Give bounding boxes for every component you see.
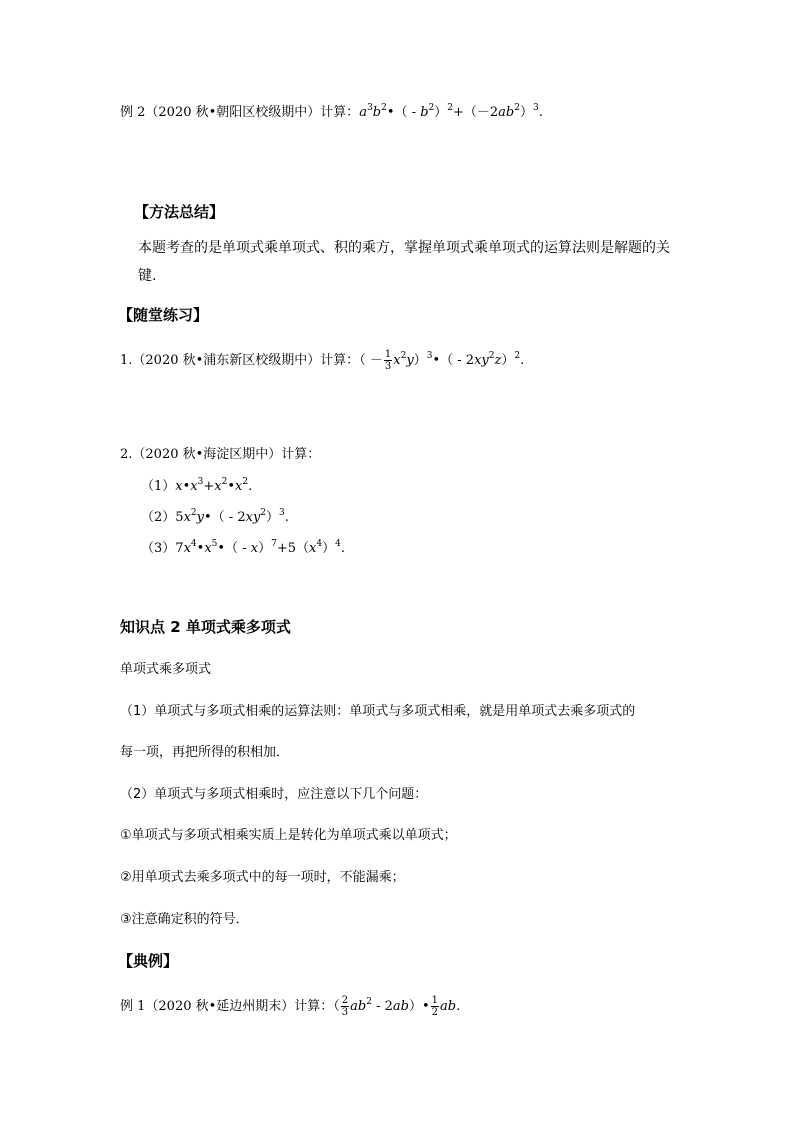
exponent: 5 xyxy=(211,539,218,549)
practice-heading: 【随堂练习】 xyxy=(118,306,209,324)
operator: •（ - 2 xyxy=(432,353,475,368)
operator: •（ - 2 xyxy=(204,510,246,525)
operator: •（ - xyxy=(386,105,421,120)
exponent: 4 xyxy=(316,539,323,549)
var-ab: ab xyxy=(440,999,457,1014)
expr: •x xyxy=(227,479,243,494)
knowledge-point2-heading: 知识点 2 单项式乘多项式 xyxy=(120,618,291,636)
fraction-denominator: 2 xyxy=(431,1007,439,1018)
part-label: （1） xyxy=(141,479,176,494)
operator: • xyxy=(196,541,205,556)
practice-q2-part3 xyxy=(141,540,345,558)
fraction xyxy=(384,349,392,372)
typical-example-ex1 xyxy=(120,995,460,1018)
method-summary-heading: 【方法总结】 xyxy=(134,203,225,221)
paren: ） xyxy=(501,353,515,368)
paren: ） xyxy=(519,105,533,120)
paren: ） xyxy=(322,541,336,556)
practice-q2-part2 xyxy=(141,509,289,527)
exponent: 2 xyxy=(242,477,249,487)
paren: ） xyxy=(266,510,280,525)
example2-prefix: 例 2（2020 秋•朝阳区校级期中）计算： xyxy=(120,105,360,120)
period: . xyxy=(538,105,543,120)
operator: +（－2 xyxy=(453,105,499,120)
knowledge-point2-subtitle: 单项式乘多项式 xyxy=(120,662,212,677)
exponent: 2 xyxy=(428,103,435,113)
var-y: y xyxy=(406,353,414,368)
example2-line xyxy=(120,104,543,122)
period: . xyxy=(248,479,253,494)
fraction-denominator: 3 xyxy=(341,1007,349,1018)
fraction-numerator: 2 xyxy=(341,995,349,1006)
exponent: 2 xyxy=(400,351,407,361)
exponent: 2 xyxy=(381,103,387,113)
exponent: 7 xyxy=(271,539,277,549)
period: . xyxy=(340,541,345,556)
paren: ） xyxy=(258,541,272,556)
exponent: 4 xyxy=(190,539,197,549)
exponent: 2 xyxy=(488,351,495,361)
var-b: b xyxy=(420,105,429,120)
var-ab: ab xyxy=(350,999,367,1014)
fraction xyxy=(341,995,349,1018)
var-x: x xyxy=(308,541,317,556)
rule2: （2）单项式与多项式相乘时，应注意以下几个问题： xyxy=(120,787,428,802)
period: . xyxy=(284,510,289,525)
var-a: a xyxy=(359,105,368,120)
expr: +x xyxy=(203,479,222,494)
rule1-continued: 每一项，再把所得的积相加． xyxy=(120,745,290,760)
practice-q1 xyxy=(120,349,524,372)
paren: ） xyxy=(434,105,448,120)
operator: ）• xyxy=(409,999,430,1014)
var-x: x xyxy=(393,353,401,368)
exponent: 2 xyxy=(514,351,521,361)
expr: x•x xyxy=(175,479,198,494)
exponent: 3 xyxy=(367,103,373,113)
operator: +5（ xyxy=(276,541,309,556)
ex1-prefix: 例 1（2020 秋•延边州期末）计算：（ xyxy=(120,999,340,1014)
note1: ①单项式与多项式相乘实质上是转化为单项式乘以单项式； xyxy=(120,828,457,843)
exponent: 2 xyxy=(260,508,267,518)
operator: - 2 xyxy=(371,999,393,1014)
exponent: 2 xyxy=(514,103,520,113)
exponent: 3 xyxy=(279,508,285,518)
note3: ③注意确定积的符号． xyxy=(120,912,249,927)
var-xy: xy xyxy=(245,510,261,525)
fraction-numerator: 1 xyxy=(431,995,439,1006)
var-ab: ab xyxy=(498,105,515,120)
var-b: b xyxy=(372,105,382,120)
operator: •（ - xyxy=(217,541,251,556)
var-x: x xyxy=(183,541,191,556)
exponent: 2 xyxy=(190,508,197,518)
exponent: 3 xyxy=(426,351,433,361)
rule1: （1）单项式与多项式相乘的运算法则：单项式与多项式相乘，就是用单项式去乘多项式的 xyxy=(120,704,636,719)
var-y: y xyxy=(196,510,204,525)
method-summary-body: 本题考查的是单项式乘单项式、积的乘方，掌握单项式乘单项式的运算法则是解题的关键. xyxy=(138,240,670,284)
var-xy: xy xyxy=(474,353,489,368)
period: . xyxy=(456,999,461,1014)
part-label: （2） xyxy=(141,510,176,525)
exponent: 3 xyxy=(533,103,539,113)
var-x: x xyxy=(250,541,259,556)
var-ab: ab xyxy=(392,999,409,1014)
coef: 5 xyxy=(175,510,184,525)
coef: 7 xyxy=(175,541,184,556)
typical-example-heading: 【典例】 xyxy=(118,952,179,970)
note2: ②用单项式去乘多项式中的每一项时，不能漏乘； xyxy=(120,870,405,885)
var-x: x xyxy=(204,541,212,556)
fraction-numerator: 1 xyxy=(384,349,392,360)
exponent: 3 xyxy=(197,477,204,487)
exponent: 4 xyxy=(335,539,341,549)
paren: ） xyxy=(413,353,427,368)
fraction-denominator: 3 xyxy=(384,361,392,372)
part-label: （3） xyxy=(141,541,176,556)
var-x: x xyxy=(183,510,191,525)
exponent: 2 xyxy=(366,997,372,1007)
exponent: 2 xyxy=(447,103,453,113)
var-z: z xyxy=(494,353,502,368)
q1-prefix: 1.（2020 秋•浦东新区校级期中）计算：（ － xyxy=(120,353,383,368)
period: . xyxy=(520,353,525,368)
fraction xyxy=(431,995,439,1018)
practice-q2-prefix: 2.（2020 秋•海淀区期中）计算： xyxy=(120,447,321,462)
exponent: 2 xyxy=(221,477,228,487)
practice-q2-part1 xyxy=(141,478,252,496)
